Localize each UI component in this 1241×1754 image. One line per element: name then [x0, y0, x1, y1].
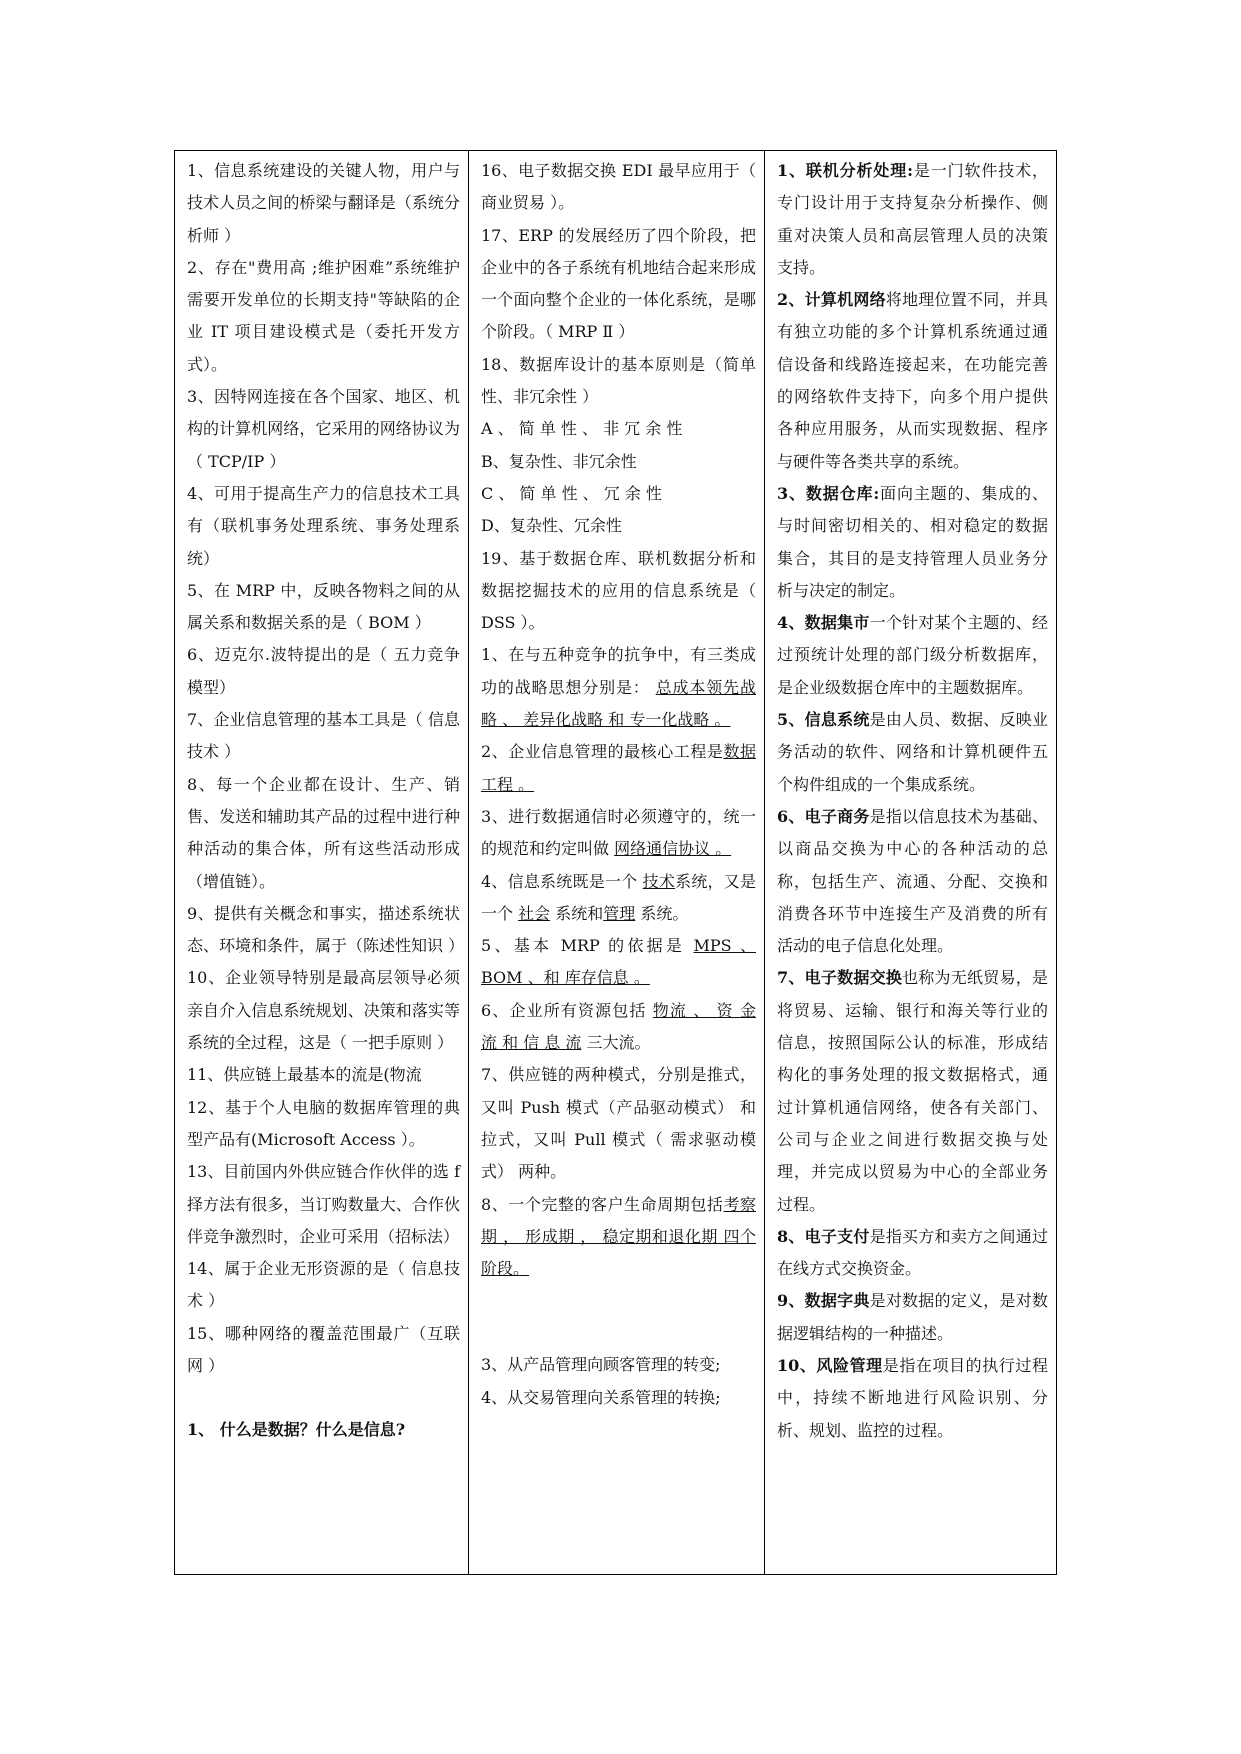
fill-item: 1、在与五种竞争的抗争中，有三类成功的战略思想分别是： 总成本领先战略 、 差异化战略 和 专一化战略 。 — [481, 645, 756, 730]
fill-item: 3、进行数据通信时必须遵守的，统一的规范和约定叫做 网络通信协议 。 — [481, 806, 756, 859]
definition-term: 9、数据字典 — [777, 1291, 870, 1311]
fill-item: 5、基本 MRP 的依据是 MPS 、 BOM 、和 库存信息 。 — [481, 936, 756, 988]
column-questions-2 — [469, 151, 765, 1574]
spacer — [481, 1285, 756, 1317]
option-a: A 、 简 单 性 、 非 冗 余 性 — [481, 419, 683, 439]
fill-item: 4、信息系统既是一个 技术系统，又是一个 社会 系统和管理 系统。 — [481, 871, 756, 923]
definition-item: 6、电子商务是指以信息技术为基础、以商品交换为中心的各种活动的总称，包括生产、流通、分配、交换和消费各环节中连接生产及消费的所有活动的电子信息化处理。 — [777, 806, 1048, 956]
point-item: 4、从交易管理向关系管理的转换; — [481, 1387, 721, 1407]
definition-item: 8、电子支付是指买方和卖方之间通过在线方式交换资金。 — [777, 1226, 1048, 1279]
definition-item: 10、风险管理是指在项目的执行过程中，持续不断地进行风险识别、分析、规划、监控的过程。 — [777, 1355, 1048, 1440]
section-heading: 1、 什么是数据？什么是信息? — [187, 1420, 406, 1440]
definition-item: 1、联机分析处理:是一门软件技术，专门设计用于支持复杂分析操作、侧重对决策人员和高层管理人员的决策支持。 — [777, 161, 1048, 277]
fill-answer: 物流 、 资 金 流 和 信 息 流 — [481, 1000, 756, 1053]
definition-item: 5、信息系统是由人员、数据、反映业务活动的软件、网络和计算机硬件五个构件组成的一个集成系统。 — [777, 710, 1048, 794]
fill-answer: 考察期 ， 形成期 ， 稳定期和退化期 四个阶段。 — [481, 1194, 756, 1279]
question-item: 8、每一个企业都在设计、生产、销售、发送和辅助其产品的过程中进行种种活动的集合体，所有这些活动形成（增值链）。 — [187, 774, 460, 891]
fill-item: 7、供应链的两种模式，分别是推式，又叫 Push 模式（产品驱动模式） 和 拉式，又叫 Pull 模式（ 需求驱动模式） 两种。 — [481, 1065, 756, 1182]
definition-item: 7、电子数据交换也称为无纸贸易，是将贸易、运输、银行和海关等行业的信息，按照国际公认的标准，形成结构化的事务处理的报文数据格式，通过计算机通信网络，使各有关部门、公司与企业之间进行数据交换与处理，并完成以贸易为中心的全部业务过程。 — [777, 968, 1048, 1214]
definition-term: 6、电子商务 — [777, 806, 870, 826]
fill-item: 6、企业所有资源包括 物流 、 资 金 流 和 信 息 流 三大流。 — [481, 1000, 756, 1053]
fill-answer: 总成本领先战略 、 差异化战略 和 专一化战略 。 — [481, 677, 756, 730]
question-item: 5、在 MRP 中，反映各物料之间的从属关系和数据关系的是（ BOM ） — [187, 580, 460, 633]
question-item: 2、存在"费用高 ;维护困难”系统维护需要开发单位的长期支持"等缺陷的企业 IT 项目建设模式是（委托开发方式）。 — [187, 257, 460, 374]
definition-term: 4、数据集市 — [777, 613, 870, 633]
definition-term: 8、电子支付 — [777, 1226, 870, 1246]
question-item: 15、哪种网络的覆盖范围最广（互联网 ） — [187, 1323, 460, 1375]
fill-item: 8、一个完整的客户生命周期包括考察期 ， 形成期 ， 稳定期和退化期 四个阶段。 — [481, 1194, 756, 1279]
question-item: 10、企业领导特别是最高层领导必须亲自介入信息系统规划、决策和落实等系统的全过程，这是（ 一把手原则 ） — [187, 968, 460, 1053]
point-item: 3、从产品管理向顾客管理的转变; — [481, 1355, 721, 1375]
question-item: 12、基于个人电脑的数据库管理的典型产品有(Microsoft Access ）。 — [187, 1097, 460, 1149]
spacer — [481, 1317, 756, 1349]
fill-answer: 网络通信协议 。 — [614, 839, 732, 859]
fill-answer: 社会 — [518, 903, 551, 923]
question-item: 3、因特网连接在各个国家、地区、机构的计算机网络，它采用的网络协议为（ TCP/IP ） — [187, 387, 460, 471]
question-item: 16、电子数据交换 EDI 最早应用于（ 商业贸易 ）。 — [481, 161, 756, 213]
question-item: 4、可用于提高生产力的信息技术工具有（联机事务处理系统、事务处理系统） — [187, 483, 460, 568]
fill-answer: MPS 、 BOM 、和 库存信息 。 — [481, 936, 756, 988]
fill-answer: 管理 — [603, 903, 636, 923]
definition-item: 4、数据集市一个针对某个主题的、经过预统计处理的部门级分析数据库，是企业级数据仓库中的主题数据库。 — [777, 613, 1048, 697]
option-d: D、复杂性、冗余性 — [481, 516, 622, 536]
question-item: 1、信息系统建设的关键人物，用户与技术人员之间的桥梁与翻译是（系统分析师 ） — [187, 161, 460, 245]
question-item: 14、属于企业无形资源的是（ 信息技术 ） — [187, 1259, 460, 1311]
definition-item: 2、计算机网络将地理位置不同，并具有独立功能的多个计算机系统通过通信设备和线路连接起来，在功能完善的网络软件支持下，向多个用户提供各种应用服务，从而实现数据、程序与硬件等各类共享的系统。 — [777, 290, 1048, 471]
question-item: 19、基于数据仓库、联机数据分析和数据挖掘技术的应用的信息系统是（ DSS ）。 — [481, 548, 756, 633]
fill-item: 2、企业信息管理的最核心工程是数据工程 。 — [481, 742, 756, 794]
question-item: 17、ERP 的发展经历了四个阶段，把企业中的各子系统有机地结合起来形成一个面向整个企业的一体化系统，是哪个阶段。（ MRP Ⅱ ） — [481, 225, 756, 342]
question-item: 6、迈克尔.波特提出的是（ 五力竞争模型） — [187, 645, 460, 697]
question-item: 9、提供有关概念和事实，描述系统状态、环境和条件，属于（陈述性知识 ） — [187, 903, 465, 956]
definition-term: 2、计算机网络 — [777, 290, 886, 310]
column-questions-1 — [175, 151, 469, 1574]
definition-term: 3、数据仓库: — [777, 483, 880, 503]
column-definitions — [765, 151, 1056, 1574]
definition-term: 10、风险管理 — [777, 1355, 883, 1375]
fill-answer: 数据工程 。 — [481, 742, 756, 794]
question-item: 11、供应链上最基本的流是(物流 — [187, 1065, 422, 1085]
definition-item: 9、数据字典是对数据的定义，是对数据逻辑结构的一种描述。 — [777, 1291, 1048, 1343]
fill-answer: 技术 — [642, 871, 676, 891]
option-b: B、复杂性、非冗余性 — [481, 451, 637, 471]
definition-item: 3、数据仓库:面向主题的、集成的、与时间密切相关的、相对稳定的数据集合，其目的是支持管理人员业务分析与决定的制定。 — [777, 483, 1048, 600]
definition-term: 5、信息系统 — [777, 710, 870, 730]
definition-term: 7、电子数据交换 — [777, 968, 903, 988]
option-c: C 、 简 单 性 、 冗 余 性 — [481, 483, 662, 503]
notes-table — [174, 150, 1057, 1575]
spacer — [187, 1382, 460, 1414]
definition-term: 1、联机分析处理: — [777, 161, 914, 180]
question-item: 13、目前国内外供应链合作伙伴的选 f 择方法有很多，当订购数量大、合作伙伴竞争激烈时，企业可采用（招标法） — [187, 1162, 460, 1246]
question-item: 18、数据库设计的基本原则是（简单性、非冗余性 ） — [481, 354, 756, 407]
question-item: 7、企业信息管理的基本工具是（ 信息技术 ） — [187, 710, 460, 762]
